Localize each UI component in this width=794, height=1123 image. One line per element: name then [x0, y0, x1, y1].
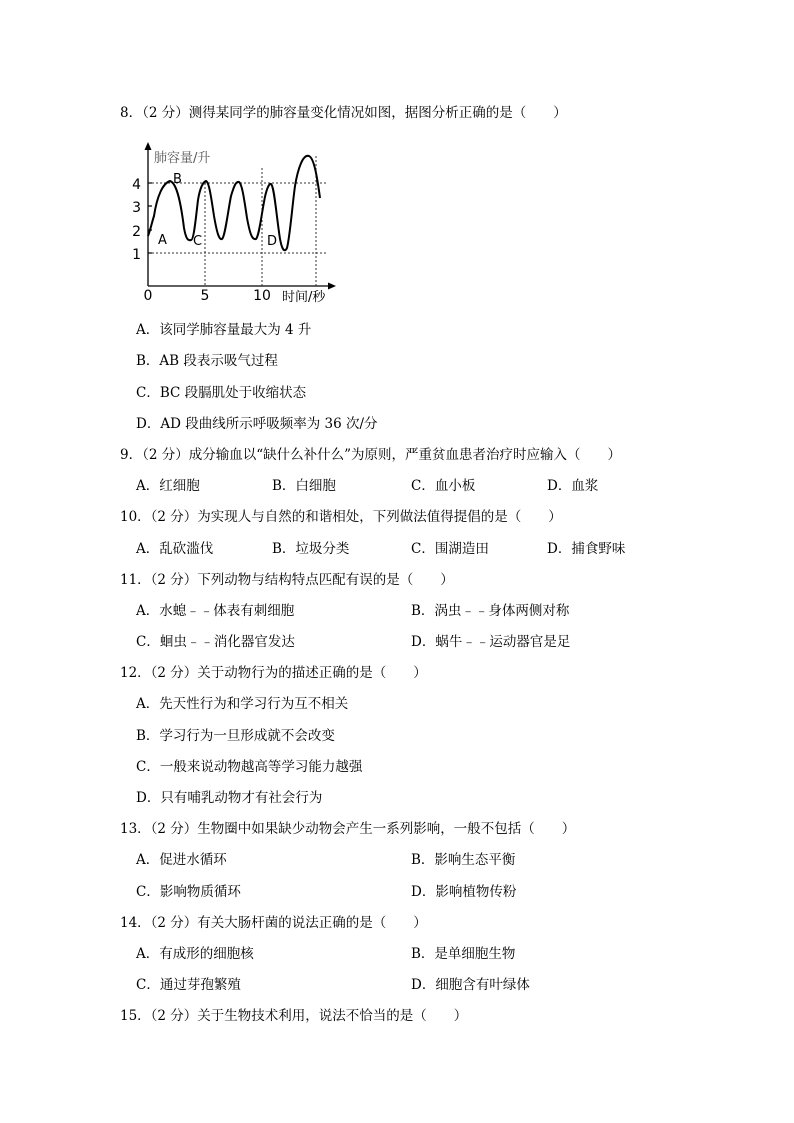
q10-option-b: B．垃圾分类 — [272, 541, 350, 557]
x-axis-label: 时间/秒 — [282, 290, 326, 304]
x-tick-label: 5 — [200, 288, 210, 304]
q13-option-d: D．影响植物传粉 — [411, 884, 517, 900]
q8-option-a: A．该同学肺容量最大为 4 升 — [136, 322, 312, 338]
q10-option-a: A．乱砍滥伐 — [136, 541, 214, 557]
q8-option-c: C．BC 段膈肌处于收缩状态 — [136, 385, 307, 401]
q9-stem: 9．（2 分）成分输血以“缺什么补什么”为原则，严重贫血患者治疗时应输入（ ） — [120, 447, 622, 463]
y-axis-label: 肺容量/升 — [154, 151, 211, 166]
q10-option-d: D．捕食野味 — [547, 541, 626, 557]
q12-option-c: C．一般来说动物越高等学习能力越强 — [136, 759, 363, 775]
q13-stem: 13．（2 分）生物圈中如果缺少动物会产生一系列影响，一般不包括（ ） — [120, 821, 576, 837]
q8-option-b: B．AB 段表示吸气过程 — [136, 353, 278, 369]
x-tick-label: 10 — [253, 288, 271, 304]
q11-option-a: A．水螅﹣﹣体表有刺细胞 — [136, 603, 295, 619]
q13-option-a: A．促进水循环 — [136, 852, 227, 868]
q13-option-b: B．影响生态平衡 — [411, 852, 516, 868]
q11-stem: 11．（2 分）下列动物与结构特点匹配有误的是（ ） — [120, 572, 454, 588]
x-tick-label: 0 — [143, 288, 153, 304]
point-label-b: B — [173, 172, 182, 187]
q9-option-c: C．血小板 — [411, 478, 476, 494]
q13-option-c: C．影响物质循环 — [136, 884, 241, 900]
q11-option-c: C．蛔虫﹣﹣消化器官发达 — [136, 634, 295, 650]
lung-volume-curve — [148, 156, 320, 250]
q12-option-b: B．学习行为一旦形成就不会改变 — [136, 728, 335, 744]
q12-stem: 12．（2 分）关于动物行为的描述正确的是（ ） — [120, 665, 427, 681]
q14-stem: 14．（2 分）有关大肠杆菌的说法正确的是（ ） — [120, 915, 427, 931]
y-tick-label: 1 — [132, 247, 141, 263]
q15-stem: 15．（2 分）关于生物技术利用，说法不恰当的是（ ） — [120, 1008, 468, 1024]
y-tick-label: 4 — [132, 177, 141, 193]
q9-option-b: B．白细胞 — [272, 478, 336, 494]
q14-option-d: D．细胞含有叶绿体 — [411, 977, 530, 993]
q9-option-d: D．血浆 — [547, 478, 599, 494]
lung-volume-chart — [128, 136, 348, 304]
q8-option-d: D．AD 段曲线所示呼吸频率为 36 次/分 — [136, 416, 378, 432]
x-axis-arrow — [328, 283, 336, 290]
q14-option-c: C．通过芽孢繁殖 — [136, 977, 241, 993]
q14-option-b: B．是单细胞生物 — [411, 946, 516, 962]
q9-option-a: A．红细胞 — [136, 478, 200, 494]
y-tick-label: 2 — [132, 224, 141, 240]
lung-volume-figure — [128, 136, 348, 304]
q12-option-d: D．只有哺乳动物才有社会行为 — [136, 790, 323, 806]
q14-option-a: A．有成形的细胞核 — [136, 946, 254, 962]
point-label-d: D — [267, 234, 278, 249]
q10-stem: 10．（2 分）为实现人与自然的和谐相处，下列做法值得提倡的是（ ） — [120, 509, 562, 525]
q8-stem: 8．（2 分）测得某同学的肺容量变化情况如图，据图分析正确的是（ ） — [120, 105, 567, 121]
q11-option-d: D．蜗牛﹣﹣运动器官是足 — [411, 634, 571, 650]
point-label-a: A — [158, 233, 167, 248]
y-axis-arrow — [145, 142, 152, 150]
y-tick-label: 3 — [132, 200, 141, 216]
q12-option-a: A．先天性行为和学习行为互不相关 — [136, 696, 349, 712]
point-label-c: C — [193, 234, 203, 249]
q10-option-c: C．围湖造田 — [411, 541, 489, 557]
q11-option-b: B．涡虫﹣﹣身体两侧对称 — [411, 603, 570, 619]
